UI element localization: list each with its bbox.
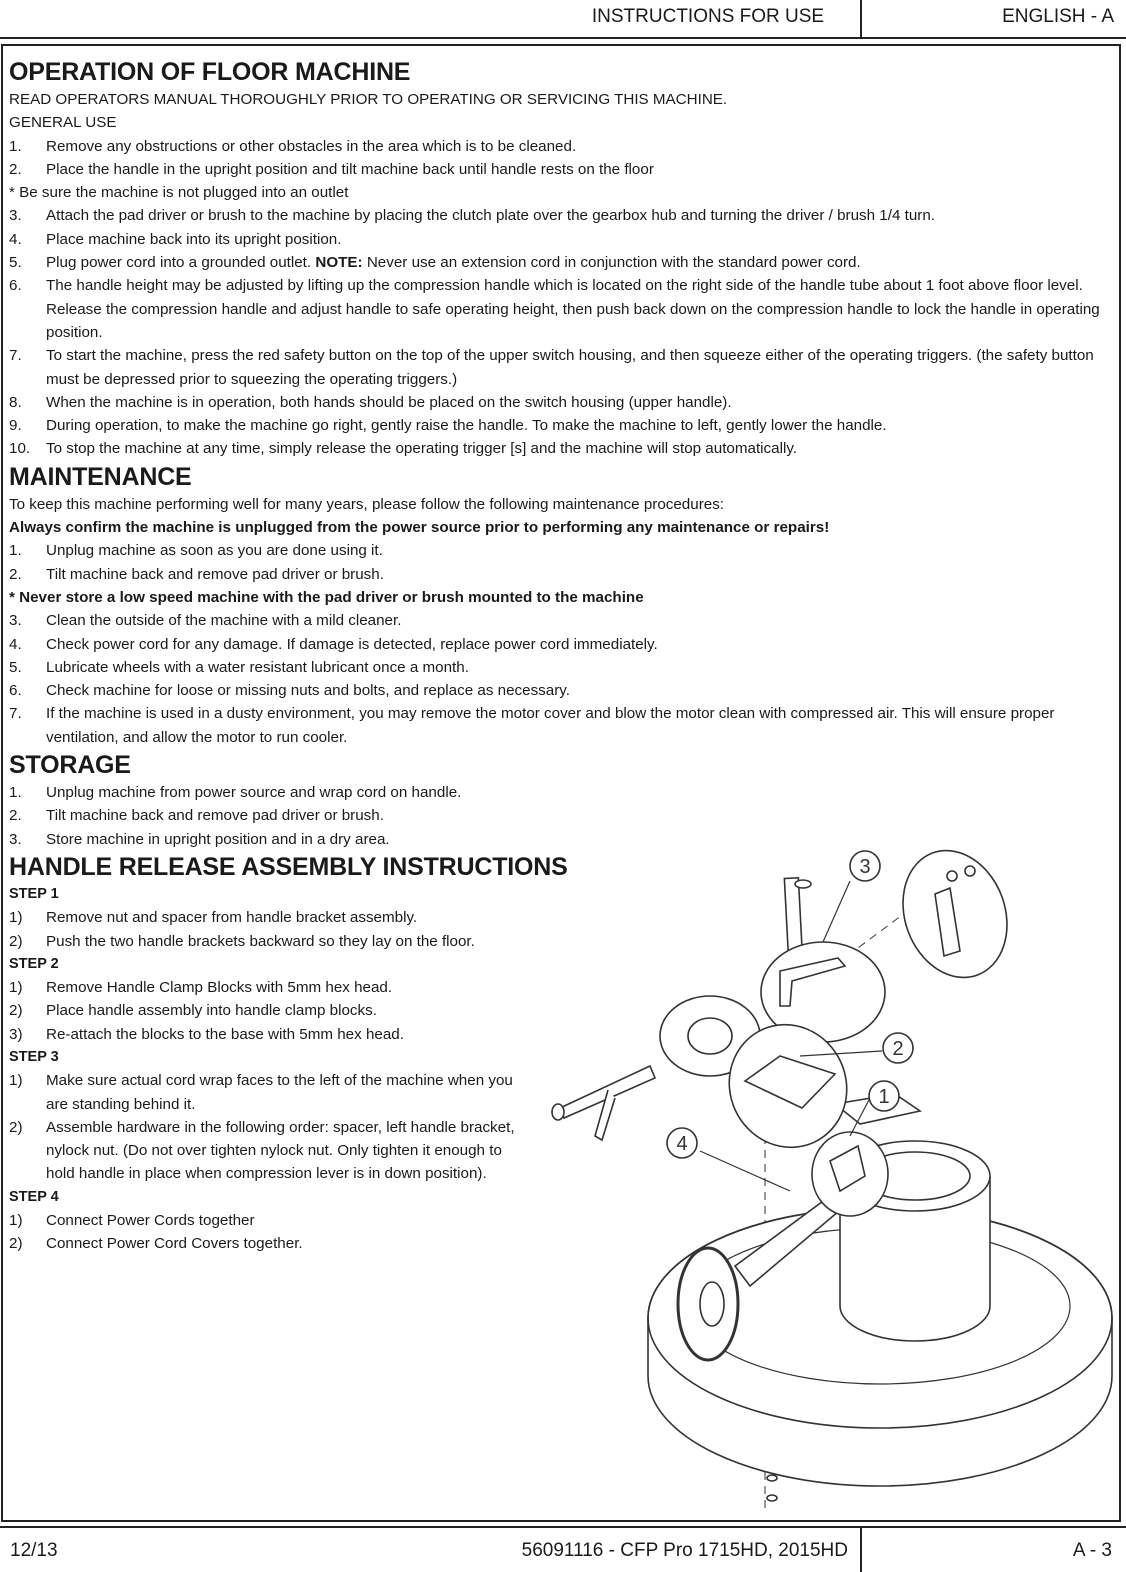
callout-1: [869, 1081, 899, 1111]
operation-title: OPERATION OF FLOOR MACHINE: [9, 58, 411, 86]
item-number: 1): [9, 1072, 23, 1090]
list-item: [9, 251, 1117, 274]
item-number: 5.: [9, 658, 22, 676]
list-item: [9, 1023, 529, 1046]
item-text: Make sure actual cord wrap faces to the left of the machine when you are standing behind it.: [46, 1072, 513, 1113]
list-item: [9, 1209, 529, 1232]
item-text: Remove any obstructions or other obstacles in the area which is to be cleaned.: [46, 137, 577, 155]
item-number: 4.: [9, 635, 22, 653]
callout-4-label: 4: [676, 1133, 688, 1155]
unplug-note: * Be sure the machine is not plugged into an outlet: [9, 184, 349, 202]
item-text: Remove Handle Clamp Blocks with 5mm hex head.: [46, 979, 393, 997]
item-text: During operation, to make the machine go right, gently raise the handle. To make the machine to left, gently lower the handle.: [46, 417, 887, 435]
item-number: 5.: [9, 254, 22, 272]
footer-document: 56091116 - CFP Pro 1715HD, 2015HD: [521, 1540, 848, 1561]
bottom-nut: [767, 1495, 777, 1501]
item-text: [46, 251, 1117, 274]
note-text: Never use an extension cord in conjunction with the standard power cord.: [366, 254, 861, 272]
item-text: Check power cord for any damage. If damage is detected, replace power cord immediately.: [46, 635, 658, 653]
bottom-washer: [767, 1475, 777, 1481]
item-text: Tilt machine back and remove pad driver or brush.: [46, 565, 384, 583]
maintenance-intro: To keep this machine performing well for many years, please follow the following maintenance procedures:: [9, 495, 725, 513]
detail-circle-lever: [812, 1132, 888, 1216]
item-text-main: Plug power cord into a grounded outlet.: [46, 254, 312, 272]
item-text: Place the handle in the upright position and tilt machine back until handle rests on the floor: [46, 160, 654, 178]
maintenance-warning: Always confirm the machine is unplugged from the power source prior to performing any maintenance or repairs!: [9, 519, 830, 537]
note-label: NOTE:: [315, 254, 363, 272]
item-text: Lubricate wheels with a water resistant lubricant once a month.: [46, 658, 469, 676]
item-number: 8.: [9, 393, 22, 411]
list-item: [9, 702, 1117, 749]
item-number: 1.: [9, 784, 22, 802]
list-item: [9, 414, 1117, 437]
item-number: 1): [9, 979, 23, 997]
item-number: 2.: [9, 160, 22, 178]
item-number: 2): [9, 932, 23, 950]
floor-machine-diagram: [540, 846, 1120, 1516]
operation-warning: READ OPERATORS MANUAL THOROUGHLY PRIOR TO OPERATING OR SERVICING THIS MACHINE.: [9, 91, 728, 108]
header-rule: [0, 37, 1126, 39]
item-text: Store machine in upright position and in a dry area.: [46, 830, 390, 848]
item-text: Check machine for loose or missing nuts and bolts, and replace as necessary.: [46, 682, 570, 700]
callout-3: [850, 851, 880, 881]
list-item: [9, 135, 1117, 158]
item-number: 2): [9, 1002, 23, 1020]
item-number: 7.: [9, 347, 22, 365]
list-item: [9, 656, 1117, 679]
item-number: 6.: [9, 682, 22, 700]
list-item: [9, 609, 1117, 632]
item-text: Place machine back into its upright position.: [46, 230, 342, 248]
item-number: 3.: [9, 830, 22, 848]
handle-steps: [9, 883, 529, 1256]
item-text: To stop the machine at any time, simply release the operating trigger [s] and the machine will stop automatically.: [46, 440, 798, 458]
item-number: 2.: [9, 807, 22, 825]
item-text: Attach the pad driver or brush to the machine by placing the clutch plate over the gearbox hub and turning the driver / brush 1/4 turn.: [46, 207, 936, 225]
item-text: Unplug machine as soon as you are done using it.: [46, 542, 383, 560]
item-number: 2.: [9, 565, 22, 583]
operation-subtitle: GENERAL USE: [9, 114, 117, 132]
maintenance-title: MAINTENANCE: [9, 462, 192, 491]
list-item: [9, 804, 1117, 827]
page-footer: [0, 1526, 1126, 1572]
list-item: [9, 228, 1117, 251]
callout-2-label: 2: [892, 1038, 904, 1060]
callout-2: [883, 1033, 913, 1063]
footer-date: 12/13: [10, 1540, 58, 1561]
item-number: 4.: [9, 230, 22, 248]
item-text: Clean the outside of the machine with a mild cleaner.: [46, 612, 402, 630]
item-number: 6.: [9, 277, 22, 295]
item-text: Connect Power Cord Covers together.: [46, 1235, 303, 1253]
item-text: Push the two handle brackets backward so they lay on the floor.: [46, 932, 475, 950]
item-number: 1.: [9, 137, 22, 155]
step-label: STEP 1: [9, 885, 59, 902]
list-item: [9, 679, 1117, 702]
store-note: * Never store a low speed machine with the pad driver or brush mounted to the machine: [9, 588, 644, 606]
item-text: If the machine is used in a dusty environment, you may remove the motor cover and blow the motor clean with compressed air. This will ensure proper ventilation, and allow the motor to run cooler.: [46, 705, 1055, 746]
list-item: [9, 781, 1117, 804]
callout-3-line: [823, 881, 850, 942]
callout-3-label: 3: [859, 856, 871, 878]
storage-title: STORAGE: [9, 751, 131, 780]
list-item: [9, 633, 1117, 656]
list-item: [9, 274, 1117, 344]
item-number: 3.: [9, 612, 22, 630]
list-item: [9, 563, 1117, 586]
item-text: Unplug machine from power source and wrap cord on handle.: [46, 784, 462, 802]
item-text: To start the machine, press the red safety button on the top of the upper switch housing, and then squeeze either of the operating triggers. (the safety button must be depressed prior to squeezing the operating triggers.): [46, 347, 1094, 388]
item-number: 3.: [9, 207, 22, 225]
list-item: [9, 437, 1117, 460]
list-item: [9, 158, 1117, 181]
item-text: Remove nut and spacer from handle bracket assembly.: [46, 909, 418, 927]
list-item: [9, 1232, 529, 1255]
item-text: Connect Power Cords together: [46, 1212, 255, 1230]
item-number: 3): [9, 1025, 23, 1043]
item-text: Tilt machine back and remove pad driver or brush.: [46, 807, 384, 825]
item-number: 1): [9, 1212, 23, 1230]
page-header: [0, 0, 1126, 40]
callout-1-label: 1: [878, 1086, 890, 1108]
header-section: INSTRUCTIONS FOR USE: [591, 6, 825, 27]
list-item: [9, 1116, 529, 1186]
header-language: ENGLISH - A: [1002, 6, 1114, 27]
footer-page-number: A - 3: [1072, 1540, 1112, 1561]
footer-rule: [0, 1526, 1126, 1528]
item-number: 9.: [9, 417, 22, 435]
lower-handle-end: [552, 1104, 564, 1120]
callout-4: [667, 1128, 697, 1158]
item-number: 2): [9, 1235, 23, 1253]
list-item: [9, 391, 1117, 414]
step-label: STEP 3: [9, 1048, 59, 1065]
handle-tube-end: [795, 880, 811, 888]
item-text: Place handle assembly into handle clamp blocks.: [46, 1002, 377, 1020]
step-label: STEP 4: [9, 1188, 59, 1205]
item-number: 1.: [9, 542, 22, 560]
list-item: [9, 906, 529, 929]
wheel: [678, 1248, 738, 1360]
item-text: The handle height may be adjusted by lifting up the compression handle which is located on the right side of the handle tube about 1 foot above floor level. Release the compression handle and adjust handle to safe operating height, then push back down on the compression handle to lock the handle in operating position.: [46, 277, 1100, 341]
item-number: 10.: [9, 440, 31, 458]
item-text: Re-attach the blocks to the base with 5mm hex head.: [46, 1025, 404, 1043]
item-number: 7.: [9, 705, 22, 723]
item-text: When the machine is in operation, both hands should be placed on the switch housing (upper handle).: [46, 393, 732, 411]
list-item: [9, 930, 529, 953]
list-item: [9, 344, 1117, 391]
callout-4-line: [700, 1151, 790, 1191]
item-number: 2): [9, 1118, 23, 1136]
list-item: [9, 204, 1117, 227]
handle-title: HANDLE RELEASE ASSEMBLY INSTRUCTIONS: [9, 852, 568, 881]
list-item: [9, 1069, 529, 1116]
list-item: [9, 539, 1117, 562]
item-number: 1): [9, 909, 23, 927]
list-item: [9, 999, 529, 1022]
list-item: [9, 976, 529, 999]
step-label: STEP 2: [9, 955, 59, 972]
item-text: Assemble hardware in the following order: spacer, left handle bracket, nylock nut. (Do not over tighten nylock nut. Only tighten it enough to hold handle in place when compression lever is in down position).: [46, 1118, 515, 1183]
